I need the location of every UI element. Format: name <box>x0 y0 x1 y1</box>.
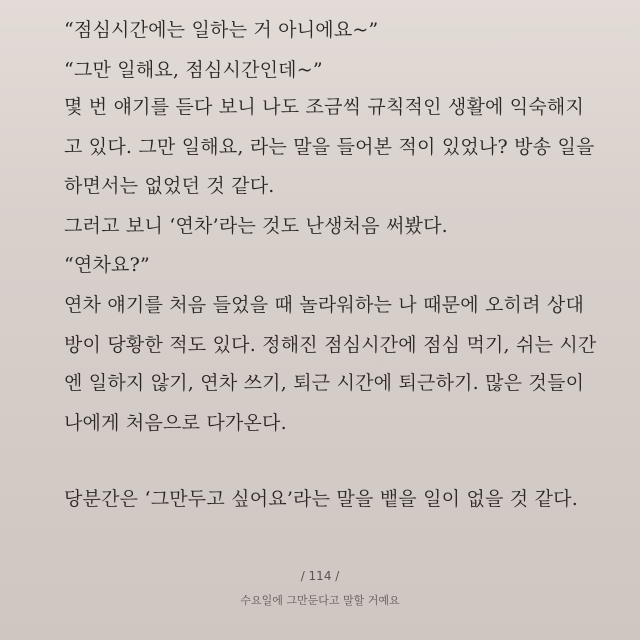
body-line: 하면서는 없었던 것 같다. <box>64 175 275 197</box>
body-line: 당분간은 ‘그만두고 싶어요’라는 말을 뱉을 일이 없을 것 같다. <box>64 488 578 510</box>
body-line: 연차 얘기를 처음 들었을 때 놀라워하는 나 때문에 오히려 상대 <box>64 294 585 316</box>
body-line: “연차요?” <box>64 254 150 276</box>
body-line: “점심시간에는 일하는 거 아니에요~” <box>64 19 379 41</box>
body-line: “그만 일해요, 점심시간인데~” <box>64 59 323 81</box>
body-line: 나에게 처음으로 다가온다. <box>64 412 287 434</box>
body-line: 엔 일하지 않기, 연차 쓰기, 퇴근 시간에 퇴근하기. 많은 것들이 <box>64 372 585 394</box>
page-number: / 114 / <box>300 569 340 583</box>
running-footer-title: 수요일에 그만둔다고 말할 거예요 <box>240 594 400 607</box>
body-line: 방이 당황한 적도 있다. 정해진 점심시간에 점심 먹기, 쉬는 시간 <box>64 334 597 356</box>
body-line: 고 있다. 그만 일해요, 라는 말을 들어본 적이 있었나? 방송 일을 <box>64 136 595 158</box>
body-line: 몇 번 얘기를 듣다 보니 나도 조금씩 규칙적인 생활에 익숙해지 <box>64 96 585 118</box>
body-line: 그러고 보니 ‘연차’라는 것도 난생처음 써봤다. <box>64 215 448 237</box>
